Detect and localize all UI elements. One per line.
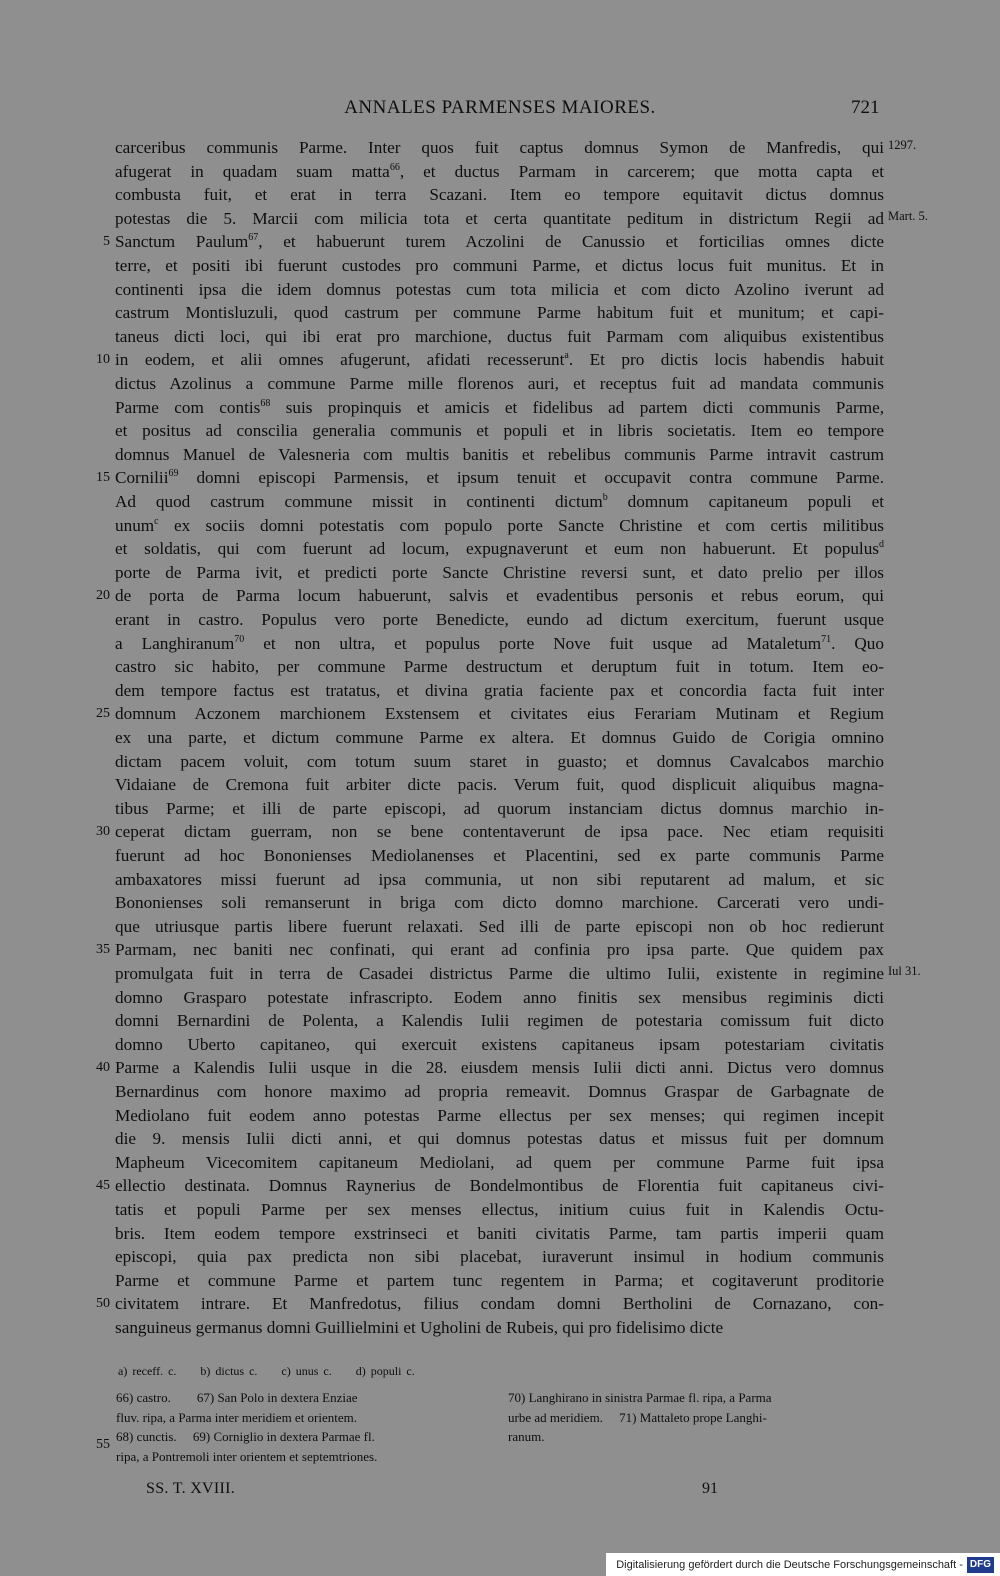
- text-line: Cornilii$^{69}$ domni episcopi Parmensis, et ipsum tenuit et occupavit contra commune Parme.: [115, 468, 884, 488]
- text-line: die 9. mensis Iulii dicti anni, et qui domnus potestas datus et missus fuit per domnum: [115, 1129, 884, 1149]
- text-line: Parme a Kalendis Iulii usque in die 28. eiusdem mensis Iulii dicti anni. Dictus vero domnus: [115, 1058, 884, 1078]
- text-line: domnus Manuel de Valesneria com multis banitis et rebelibus communis Parme intravit castrum: [115, 444, 884, 464]
- dfg-logo-icon: DFG: [967, 1557, 994, 1573]
- footnote-line: 68) cunctis. 69) Corniglio in dextera Parmae fl.: [116, 1429, 375, 1444]
- text-line: carceribus communis Parme. Inter quos fuit captus domnus Symon de Manfredis, qui: [115, 138, 884, 157]
- text-line: dem tempore factus est tratatus, et divina gratia faciente pax et concordia facta fuit inter: [115, 680, 884, 700]
- variant-note: a) receff. c.: [118, 1364, 177, 1378]
- text-line: bris. Item eodem tempore exstrinseci et baniti civitatis Parme, tam partis imperii quam: [115, 1223, 884, 1243]
- text-line: sanguineus germanus domni Guillielmini et Ugholini de Rubeis, qui pro fidelisimo dicte: [115, 1318, 724, 1337]
- variant-note: b) dictus c.: [200, 1364, 258, 1378]
- page-number: 721: [851, 97, 880, 118]
- text-line: ceperat dictam guerram, non se bene contentaverunt de ipsa pace. Nec etiam requisiti: [115, 822, 884, 842]
- text-line: et positus ad conscilia generalia communis et populi et in libris societatis. Item eo tempore: [115, 421, 884, 441]
- text-line: Sanctum Paulum$^{67}$, et habuerunt turem Aczolini de Canussio et forticilias omnes dicte: [115, 232, 885, 252]
- text-line: afugerat in quadam suam matta$^{66}$, et ductus Parmam in carcerem; que motta capta et: [115, 161, 885, 181]
- text-line: Parme com contis$^{68}$ suis propinquis et amicis et fidelibus ad partem dicti communis Parme,: [115, 397, 885, 417]
- line-number: 15: [96, 470, 110, 486]
- text-line: Mapheum Vicecomitem capitaneum Mediolani, ad quem per commune Parme fuit ipsa: [115, 1152, 884, 1172]
- variant-note: c) unus c.: [281, 1364, 332, 1378]
- text-line: Mediolano fuit eodem anno potestas Parme ellectus per sex menses; qui regimen incepit: [115, 1105, 884, 1125]
- text-line: Parme et commune Parme et partem tunc regentem in Parma; et cogitaverunt proditorie: [115, 1270, 884, 1290]
- text-line: castro sic habito, per commune Parme destructum et deruptum fuit in totum. Item eo-: [115, 657, 884, 677]
- text-line: combusta fuit, et erat in terra Scazani. Item eo tempore equitavit dictus domnus: [115, 185, 884, 205]
- text-line: dictam pacem voluit, com totum suum staret in guasto; et domnus Cavalcabos marchio: [115, 751, 884, 771]
- line-number: 45: [96, 1178, 110, 1194]
- margin-date-note: 1297.: [888, 138, 917, 152]
- sheet-number: 91: [702, 1480, 718, 1497]
- text-line: que utriusque partis libere fuerunt relaxati. Sed illi de parte episcopi non ob hoc redierunt: [115, 916, 884, 936]
- text-line: et soldatis, qui com fuerunt ad locum, expugnaverunt et eum non habuerunt. Et populus$^d$: [115, 539, 884, 559]
- line-number: 40: [96, 1060, 110, 1076]
- text-line: domni Bernardini de Polenta, a Kalendis Iulii regimen de potestaria comissum fuit dicto: [115, 1011, 884, 1031]
- line-number: 10: [96, 352, 110, 368]
- text-line: ex una parte, et dictum commune Parme ex altera. Et domnus Guido de Corigia omnino: [115, 728, 884, 747]
- text-line: continenti ipsa die idem domnus potestas cum tota milicia et com dicto Azolino iverunt ad: [115, 279, 884, 299]
- text-line: civitatem intrare. Et Manfredotus, filius condam domni Bertholini de Cornazano, con-: [115, 1294, 884, 1314]
- text-line: a Langhiranum$^{70}$ et non ultra, et populus porte Nove fuit usque ad Mataletum$^{71}$. Quo: [115, 633, 884, 653]
- text-line: fuerunt ad hoc Bononienses Mediolanenses et Placentini, sed ex parte communis Parme: [115, 846, 884, 865]
- footnote-line: 70) Langhirano in sinistra Parmae fl. ripa, a Parma: [508, 1390, 772, 1405]
- text-line: de porta de Parma locum habuerunt, salvis et evadentibus personis et rebus eorum, qui: [115, 586, 884, 606]
- line-number: 30: [96, 824, 110, 840]
- text-line: tatis et populi Parme per sex menses ellectus, initium cuius fuit in Kalendis Octu-: [115, 1200, 884, 1219]
- margin-date-note: Mart. 5.: [888, 208, 928, 223]
- text-line: domno Grasparo potestate infrascripto. Eodem anno finitis sex mensibus regiminis dicti: [115, 987, 884, 1007]
- text-line: Vidaiane de Cremona fuit arbiter dicte pacis. Verum fuit, quod displicuit aliquibus magna-: [115, 775, 884, 795]
- volume-signature: SS. T. XVIII.: [146, 1480, 236, 1497]
- text-line: taneus dicti loci, qui ibi erat pro marchione, ductus fuit Parmam com aliquibus existentibus: [115, 326, 884, 346]
- footnote-line: ranum.: [508, 1429, 545, 1444]
- line-number: 25: [96, 706, 110, 722]
- dfg-funding-text: Digitalisierung gefördert durch die Deutsche Forschungsgemeinschaft -: [616, 1558, 963, 1571]
- text-line: Ad quod castrum commune missit in continenti dictum$^b$ domnum capitaneum populi et: [115, 492, 884, 511]
- text-line: erant in castro. Populus vero porte Benedicte, eundo ad dictum exercitum, fuerunt usque: [115, 610, 884, 629]
- line-number: 50: [96, 1296, 110, 1312]
- text-line: terre, et positi ibi fuerunt custodes pro communi Parme, et dictus locus fuit munitus. Et in: [115, 256, 884, 275]
- text-line: promulgata fuit in terra de Casadei districtus Parme die ultimo Iulii, existente in regimine: [115, 964, 884, 983]
- text-line: dictus Azolinus a commune Parme mille florenos auri, et receptus fuit ad mandata communis: [115, 374, 884, 393]
- line-number: 35: [96, 942, 110, 958]
- text-line: potestas die 5. Marcii com milicia tota et certa quantitate peditum in districtum Regii ad: [115, 208, 884, 228]
- text-line: Bernardinus com honore maximo ad propria remeavit. Domnus Graspar de Garbagnate de: [115, 1082, 884, 1101]
- footnotes-right-column: [508, 1388, 772, 1447]
- text-line: domnum Aczonem marchionem Exstensem et civitates eius Ferariam Mutinam et Regium: [115, 704, 884, 724]
- text-line: ellectio destinata. Domnus Raynerius de Bondelmontibus de Florentia fuit capitaneus civi-: [115, 1176, 884, 1196]
- margin-date-note: Iul 31.: [888, 964, 921, 978]
- text-line: episcopi, quia pax predicta non sibi placebat, iuraverunt insimul in hodium communis: [115, 1247, 884, 1267]
- line-number: 20: [96, 588, 110, 604]
- text-line: castrum Montisluzuli, quod castrum per commune Parme habitum fuit et munitum; et capi-: [115, 303, 884, 323]
- text-line: in eodem, et alii omnes afugerunt, afidati recesserunt$^a$. Et pro dictis locis habendis habuit: [115, 350, 884, 370]
- text-line: Bononienses soli remanserunt in briga com dicto domno marchione. Carcerati vero undi-: [115, 893, 884, 913]
- variant-notes: [118, 1364, 439, 1379]
- footnote-line: ripa, a Pontremoli inter orientem et septemtriones.: [116, 1448, 378, 1464]
- text-line: unum$^c$ ex sociis domni potestatis com populo porte Sancte Christine et com certis militibus: [115, 515, 884, 535]
- line-number: 5: [103, 234, 110, 250]
- footnote-line: 66) castro. 67) San Polo in dextera Enziae: [116, 1390, 358, 1405]
- footnote-line: urbe ad meridiem. 71) Mattaleto prope Langhi-: [508, 1409, 767, 1425]
- text-line: ambaxatores missi fuerunt ad ipsa communia, ut non sibi reputarent ad malum, et sic: [115, 869, 884, 889]
- variant-note: d) populi c.: [355, 1364, 415, 1378]
- text-line: Parmam, nec baniti nec confinati, qui erant ad confinia pro ipsa parte. Que quidem pax: [115, 940, 884, 960]
- footnotes-left-column: [116, 1388, 377, 1466]
- text-line: domno Uberto capitaneo, qui exercuit existens capitaneus ipsam potestariam civitatis: [115, 1034, 884, 1054]
- text-line: porte de Parma ivit, et predicti porte Sancte Christine reversi sunt, et dato prelio per illos: [115, 562, 884, 582]
- dfg-funding-banner[interactable]: [606, 1553, 1000, 1576]
- running-header-title: ANNALES PARMENSES MAIORES.: [344, 97, 656, 118]
- footnote-line-number: 55: [96, 1437, 110, 1452]
- text-line: tibus Parme; et illi de parte episcopi, ad quorum instanciam dictus domnus marchio in-: [115, 798, 884, 818]
- footnote-line: fluv. ripa, a Parma inter meridiem et orientem.: [116, 1409, 358, 1425]
